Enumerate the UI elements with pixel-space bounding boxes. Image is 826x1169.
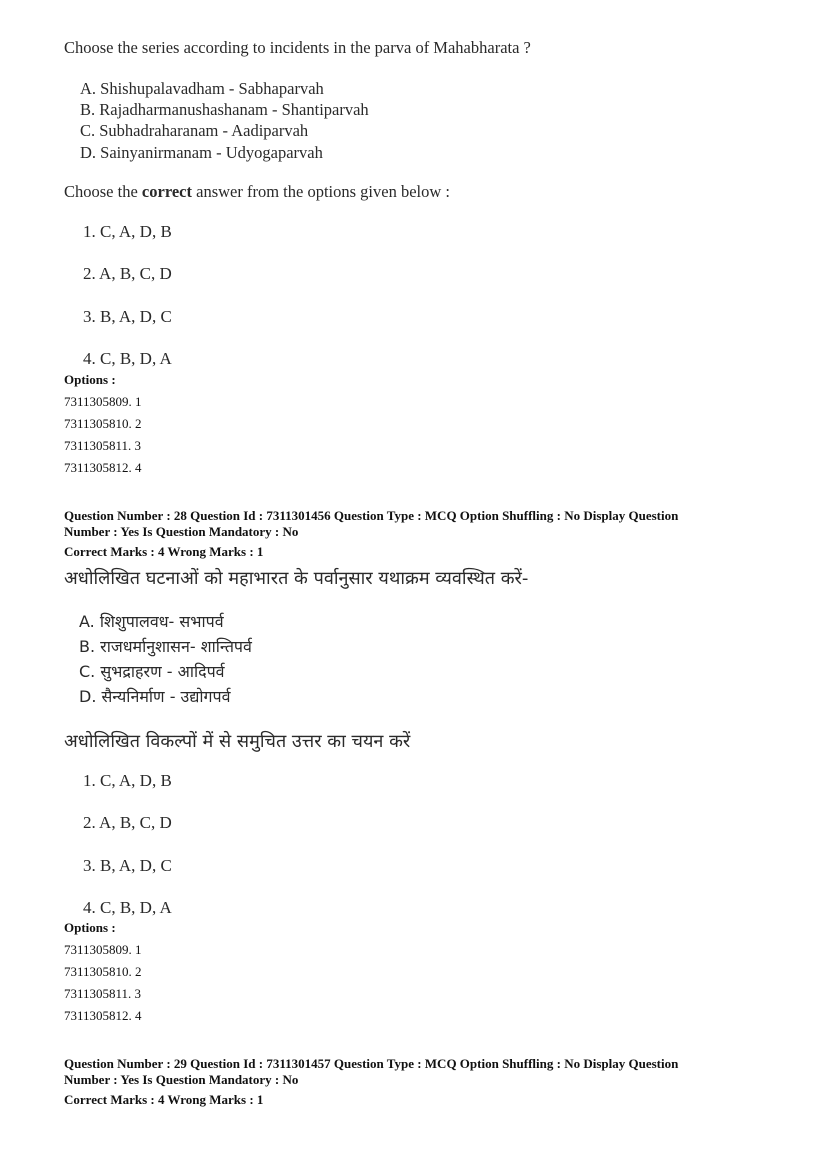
q28-option-id-1: 7311305809. 1 (64, 942, 142, 957)
q27-answer-2: 2. A, B, C, D (83, 264, 172, 283)
q28-meta-line1: Question Number : 28 Question Id : 7311301456 Question Type : MCQ Option Shuffling : No Display Question (64, 508, 679, 523)
q27-answer-1: 1. C, A, D, B (83, 222, 172, 241)
q28-question-text-hindi: अधोलिखित घटनाओं को महाभारत के पर्वानुसार यथाक्रम व्यवस्थित करें- (64, 568, 529, 589)
q28-option-id-3: 7311305811. 3 (64, 986, 142, 1001)
q28-answer-3: 3. B, A, D, C (83, 856, 172, 875)
q28-answer-2: 2. A, B, C, D (83, 813, 172, 832)
q28-item-d: D. सैन्यनिर्माण - उद्योगपर्व (79, 687, 231, 706)
q27-answer-3: 3. B, A, D, C (83, 307, 172, 326)
q27-instruction-bold: correct (141, 182, 192, 201)
q28-instruction-hindi: अधोलिखित विकल्पों में से समुचित उत्तर का चयन करें (64, 731, 411, 752)
q28-option-id-4: 7311305812. 4 (64, 1008, 142, 1023)
q28-option-id-2: 7311305810. 2 (64, 964, 142, 979)
q27-options-label: Options : (64, 372, 116, 387)
q27-instruction-pre: Choose the (64, 182, 142, 201)
q27-option-id-4: 7311305812. 4 (64, 460, 142, 475)
q27-instruction (64, 182, 450, 202)
q28-item-b: B. राजधर्मानुशासन- शान्तिपर्व (79, 637, 252, 656)
q28-answer-1: 1. C, A, D, B (83, 771, 172, 790)
q27-option-id-1: 7311305809. 1 (64, 394, 142, 409)
q27-instruction-post: answer from the options given below : (192, 182, 450, 201)
q28-item-c: C. सुभद्राहरण - आदिपर्व (79, 662, 225, 681)
q28-options-label: Options : (64, 920, 116, 935)
q29-meta-line2: Number : Yes Is Question Mandatory : No (64, 1072, 299, 1087)
q27-item-b: B. Rajadharmanushashanam - Shantiparvah (80, 100, 369, 119)
q28-meta-line2: Number : Yes Is Question Mandatory : No (64, 524, 299, 539)
q27-item-a: A. Shishupalavadham - Sabhaparvah (80, 79, 324, 98)
q28-meta-line3: Correct Marks : 4 Wrong Marks : 1 (64, 544, 264, 559)
q27-answer-4: 4. C, B, D, A (83, 349, 172, 368)
q29-meta-line3: Correct Marks : 4 Wrong Marks : 1 (64, 1092, 264, 1107)
q27-question-text: Choose the series according to incidents in the parva of Mahabharata ? (64, 38, 531, 57)
q28-item-a: A. शिशुपालवध- सभापर्व (79, 612, 224, 631)
q28-answer-4: 4. C, B, D, A (83, 898, 172, 917)
q27-option-id-3: 7311305811. 3 (64, 438, 142, 453)
q27-item-d: D. Sainyanirmanam - Udyogaparvah (80, 143, 323, 162)
q29-meta-line1: Question Number : 29 Question Id : 7311301457 Question Type : MCQ Option Shuffling : No Display Question (64, 1056, 679, 1071)
q27-option-id-2: 7311305810. 2 (64, 416, 142, 431)
q27-item-c: C. Subhadraharanam - Aadiparvah (80, 121, 309, 140)
